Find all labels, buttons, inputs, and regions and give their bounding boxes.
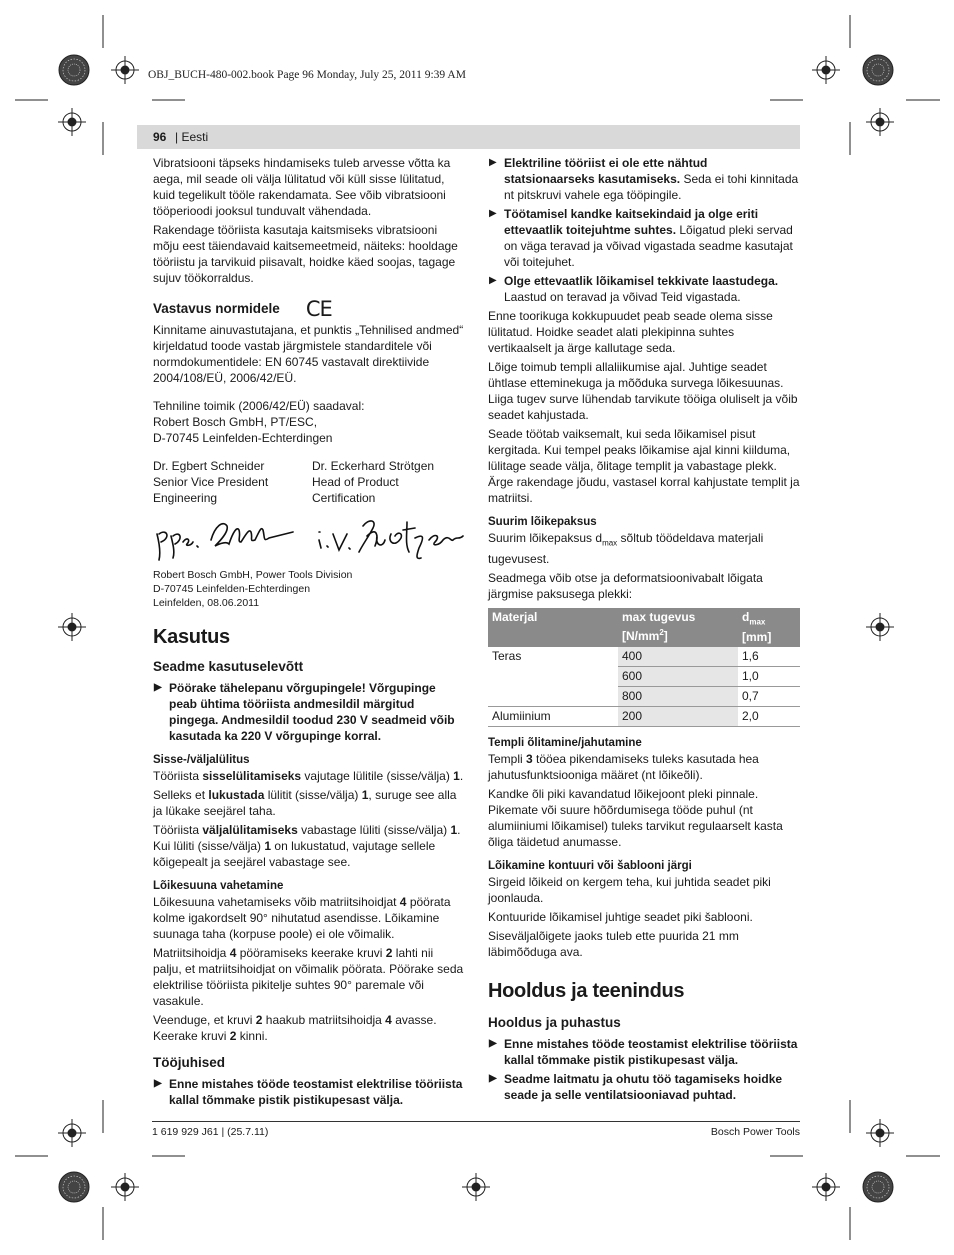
left-column: [153, 155, 465, 1111]
right-column: [488, 155, 800, 1106]
signatory-2-title: Head of Product: [312, 475, 399, 489]
thickness-table: [488, 608, 800, 726]
tech-file-label: Tehniline toimik (2006/42/EÜ) saadaval:: [153, 399, 365, 413]
registration-mark-top-left: [111, 56, 139, 84]
hooldus-bullet-2-text: Seadme laitmatu ja ohutu töö tagamiseks hoidke seade ja selle ventilatsiooniavad puhtad.: [504, 1071, 783, 1102]
registration-mark-left-upper: [58, 108, 86, 136]
table-header-strength: max tugevus $[N/mm^2]$: [618, 608, 738, 646]
signature-2: [319, 521, 463, 558]
company-info: [153, 568, 465, 610]
bullet-arrow-icon: ▶: [489, 275, 497, 286]
registration-mark-right-upper: [866, 108, 894, 136]
signatures: [153, 512, 465, 564]
sisse-heading: Sisse-/väljalülitus: [153, 754, 250, 766]
table-header-row: [488, 608, 800, 646]
page-language: | Eesti: [175, 130, 209, 144]
hooldus-bullet-2: [488, 1071, 800, 1103]
table-row: Alumiinium 200 2,0: [488, 706, 800, 726]
usage-paragraph-3: Seade töötab vaiksemalt, kui seda lõikamisel pisut kergitada. Kui tempel peaks lõikamise ajal kinni kiilduma, lülitage seade välja, õlitage templit ja vabastage plekk. Ärge rakendage jõudu, vastasel korral kahjustate templit ja matriitsi.: [488, 427, 800, 505]
page-number: 96: [153, 130, 167, 144]
hooldus-heading: Hooldus ja teenindus: [488, 979, 685, 1002]
hooldus-bullet-1-text: Enne mistahes tööde teostamist elektrilise tööriista kallal tõmmake pistik pistikupesast välja.: [504, 1036, 798, 1067]
signatory-1-title: Senior Vice President: [153, 475, 269, 489]
print-header: OBJ_BUCH-480-002.book Page 96 Monday, July 25, 2011 9:39 AM: [148, 69, 466, 81]
signatories: [153, 458, 465, 506]
ce-mark: CE: [305, 297, 332, 321]
signatory-1-dept: Engineering: [153, 491, 218, 505]
registration-mark-left-middle: [58, 613, 86, 641]
sisse-paragraph-2: Selleks et lukustada lülitit (sisse/välja) 1, suruge see alla ja lükake seejärel taha.: [153, 788, 457, 818]
table-header-dmax: $d_{max}$ [mm]: [738, 608, 800, 646]
bullet-arrow-icon: ▶: [489, 208, 497, 219]
toojuhised-heading: Tööjuhised: [153, 1055, 225, 1070]
conformity-heading: [153, 297, 465, 321]
right-bullet-2: ▶ Töötamisel kandke kaitsekindaid ja olge eriti ettevaatlik toitejuhtme suhtes. Lõigatud pleki servad on väga teravad ja võivad vigastada seadme kasutajat või toitejuhet.: [489, 207, 793, 269]
loike-paragraph-2: Matriitsihoidja 4 pööramiseks keerake kruvi 2 lahti nii palju, et matriitsihoidjat on võimalik pöörata. Pöörake seda elektrilise tööriista pikitelje suhtes 90° paremale või vasakule.: [153, 946, 464, 1008]
puhastus-heading: Hooldus ja puhastus: [488, 1014, 621, 1030]
tech-file-address-2: D-70745 Leinfelden-Echterdingen: [153, 431, 333, 445]
bullet-arrow-icon: ▶: [489, 1037, 497, 1049]
templi-heading: Templi õlitamine/jahutamine: [488, 736, 642, 749]
loike-paragraph-3: Veenduge, et kruvi 2 haakub matriitsihoidja 4 avasse. Keerake kruvi 2 kinni.: [153, 1013, 437, 1043]
seadme-heading: Seadme kasutuselevõtt: [153, 659, 304, 674]
tech-file: [153, 398, 465, 446]
signatory-2-name: Dr. Eckerhard Strötgen: [312, 459, 435, 473]
conformity-title: Vastavus normidele: [153, 301, 280, 316]
kontuur-paragraph-2: Kontuuride lõikamisel juhtige seadet piki šablooni.: [488, 909, 753, 924]
footer-brand: Bosch Power Tools: [710, 1126, 800, 1138]
usage-paragraph-1: Enne toorikuga kokkupuudet peab seade olema sisse lülitatud. Hoidke seadet alati plekipinna suhtes vertikaalselt ja ärge kallutage seda.: [488, 309, 773, 355]
templi-paragraph-2: Kandke õli piki kavandatud lõikejoont pleki pinnale. Pikemate või suure hõõrdumisega tööde puhul (nt alumiiniumi lõikamisel) tuleks tarvikut regulaarselt kasta õliga täidetud anumasse.: [488, 786, 783, 849]
vibration-paragraph-2: Rakendage tööriista kasutaja kaitsmiseks vibratsiooni mõju eest täiendavaid kaitsemeetmeid, näiteks: hooldage tööriistu ja tarvikuid piisavalt, hoidke käed soojas, tagage sujuv töökorraldus.: [153, 223, 458, 285]
table-row: 800 0,7: [488, 686, 800, 706]
registration-mark-bottom-left: [111, 1173, 139, 1201]
table-row: 600 1,0: [488, 666, 800, 686]
footer-rule: [152, 1121, 800, 1122]
toojuhised-bullet: [153, 1076, 465, 1108]
seadme-bullet: [153, 680, 465, 744]
signatory-2: [312, 458, 471, 506]
bullet-arrow-icon: ▶: [489, 157, 497, 168]
signatory-2-dept: Certification: [312, 491, 376, 505]
color-target-bottom-left: [59, 1172, 89, 1202]
suurim-paragraph-1: Suurim lõikepaksus $d_{max}$ sõltub töödeldava materjali tugevusest.: [488, 531, 764, 567]
suurim-paragraph-2: Seadmega võib otse ja deformatsioonivabalt lõigata järgmise paksusega plekki:: [488, 571, 763, 602]
usage-paragraph-2: Lõige toimub templi allaliikumise ajal. Juhtige seadet ühtlase etteminekuga ja mõõduka survega lõikesuunas. Liiga tugev surve lühendab tarvikute tööiga oluliselt ja võib seadet kahjustada.: [488, 360, 798, 422]
signature-1: [157, 524, 293, 560]
registration-mark-top-right: [812, 56, 840, 84]
registration-mark-right-lower: [866, 1119, 894, 1147]
signatory-1-name: Dr. Egbert Schneider: [153, 459, 265, 473]
vibration-paragraph-1: Vibratsiooni täpseks hindamiseks tuleb arvesse võtta ka aega, mil seade oli välja lülitatud või küll sisse lülitatud, kuid tegelikult tööle rakendamata. See võib vibratsiooni tööperioodi jooksul tunduvalt vähendada.: [153, 156, 451, 218]
page-header-bar: [137, 125, 800, 149]
registration-mark-left-lower: [58, 1119, 86, 1147]
hooldus-bullet-1: [488, 1036, 800, 1068]
kontuur-paragraph-1: Sirgeid lõikeid on kergem teha, kui juhtida seadet piki joonlauda.: [488, 874, 771, 905]
templi-paragraph-1: Templi 3 tööea pikendamiseks tuleks kasutada hea jahutusfunktsiooniga määret (nt lõikeõli).: [488, 751, 759, 782]
kontuur-paragraph-3: Siseväljalõigete jaoks tuleb ette puurida 21 mm läbimõõduga ava.: [488, 928, 739, 959]
color-target-top-left: [59, 55, 89, 85]
kasutus-heading: Kasutus: [153, 626, 230, 648]
loike-heading: Lõikesuuna vahetamine: [153, 880, 284, 892]
bullet-arrow-icon: ▶: [154, 1078, 162, 1089]
registration-mark-bottom-center: [462, 1173, 490, 1201]
tech-file-address-1: Robert Bosch GmbH, PT/ESC,: [153, 415, 318, 429]
signatory-1: [153, 458, 312, 506]
bullet-arrow-icon: ▶: [489, 1072, 497, 1084]
kontuur-heading: Lõikamine kontuuri või šablooni järgi: [488, 859, 692, 872]
color-target-top-right: [863, 55, 893, 85]
registration-mark-bottom-right: [812, 1173, 840, 1201]
bullet-arrow-icon: ▶: [154, 682, 162, 693]
suurim-heading: Suurim lõikepaksus: [488, 516, 597, 528]
sisse-paragraph-3: Tööriista väljalülitamiseks vabastage lüliti (sisse/välja) 1. Kui lüliti (sisse/välja) 1 on lukustatud, vajutage sellele kõigepealt ja seejärel vabastage see.: [153, 823, 461, 869]
company-line-2: D-70745 Leinfelden-Echterdingen: [153, 583, 311, 595]
table-row: Teras 400 1,6: [488, 647, 800, 667]
right-bullet-3: ▶ Olge ettevaatlik lõikamisel tekkivate laastudega. Laastud on teravad ja võivad Teid vigastada.: [489, 274, 779, 304]
company-line-3: Leinfelden, 08.06.2011: [153, 597, 260, 609]
color-target-bottom-right: [863, 1172, 893, 1202]
sisse-paragraph-1: Tööriista sisselülitamiseks vajutage lülitile (sisse/välja) 1.: [153, 769, 464, 783]
right-bullet-1: ▶ Elektriline tööriist ei ole ette nähtud statsionaarseks kasutamiseks. Seda ei tohi kinnitada nt pitskruvi vahele ega tööpingile.: [489, 156, 799, 202]
conformity-text: Kinnitame ainuvastutajana, et punktis „Tehnilised andmed“ kirjeldatud toode vastab järgmistele standarditele või normdokumentidele: EN 60745 vastavalt direktiivide 2004/108/EÜ, 2006/42/EÜ.: [153, 323, 464, 385]
loike-paragraph-1: Lõikesuuna vahetamiseks võib matriitsihoidjat 4 pöörata kolme igakordselt 90° nihutatud asendisse. Lõikamine suunaga taha (korpuse poole) ei ole võimalik.: [153, 895, 451, 941]
footer-doc-number: 1 619 929 J61 | (25.7.11): [152, 1126, 269, 1138]
company-line-1: Robert Bosch GmbH, Power Tools Division: [153, 569, 353, 581]
registration-mark-right-middle: [866, 613, 894, 641]
toojuhised-bullet-text: Enne mistahes tööde teostamist elektrilise tööriista kallal tõmmake pistik pistikupesast välja.: [169, 1077, 463, 1107]
table-header-material: Materjal: [488, 608, 618, 646]
seadme-bullet-text: Pöörake tähelepanu võrgupingele! Võrgupinge peab ühtima tööriista andmesildil märgitud pingega. Andmesildil toodud 230 V seadmeid võib kasutada ka 220 V võrgupinge korral.: [169, 681, 455, 743]
